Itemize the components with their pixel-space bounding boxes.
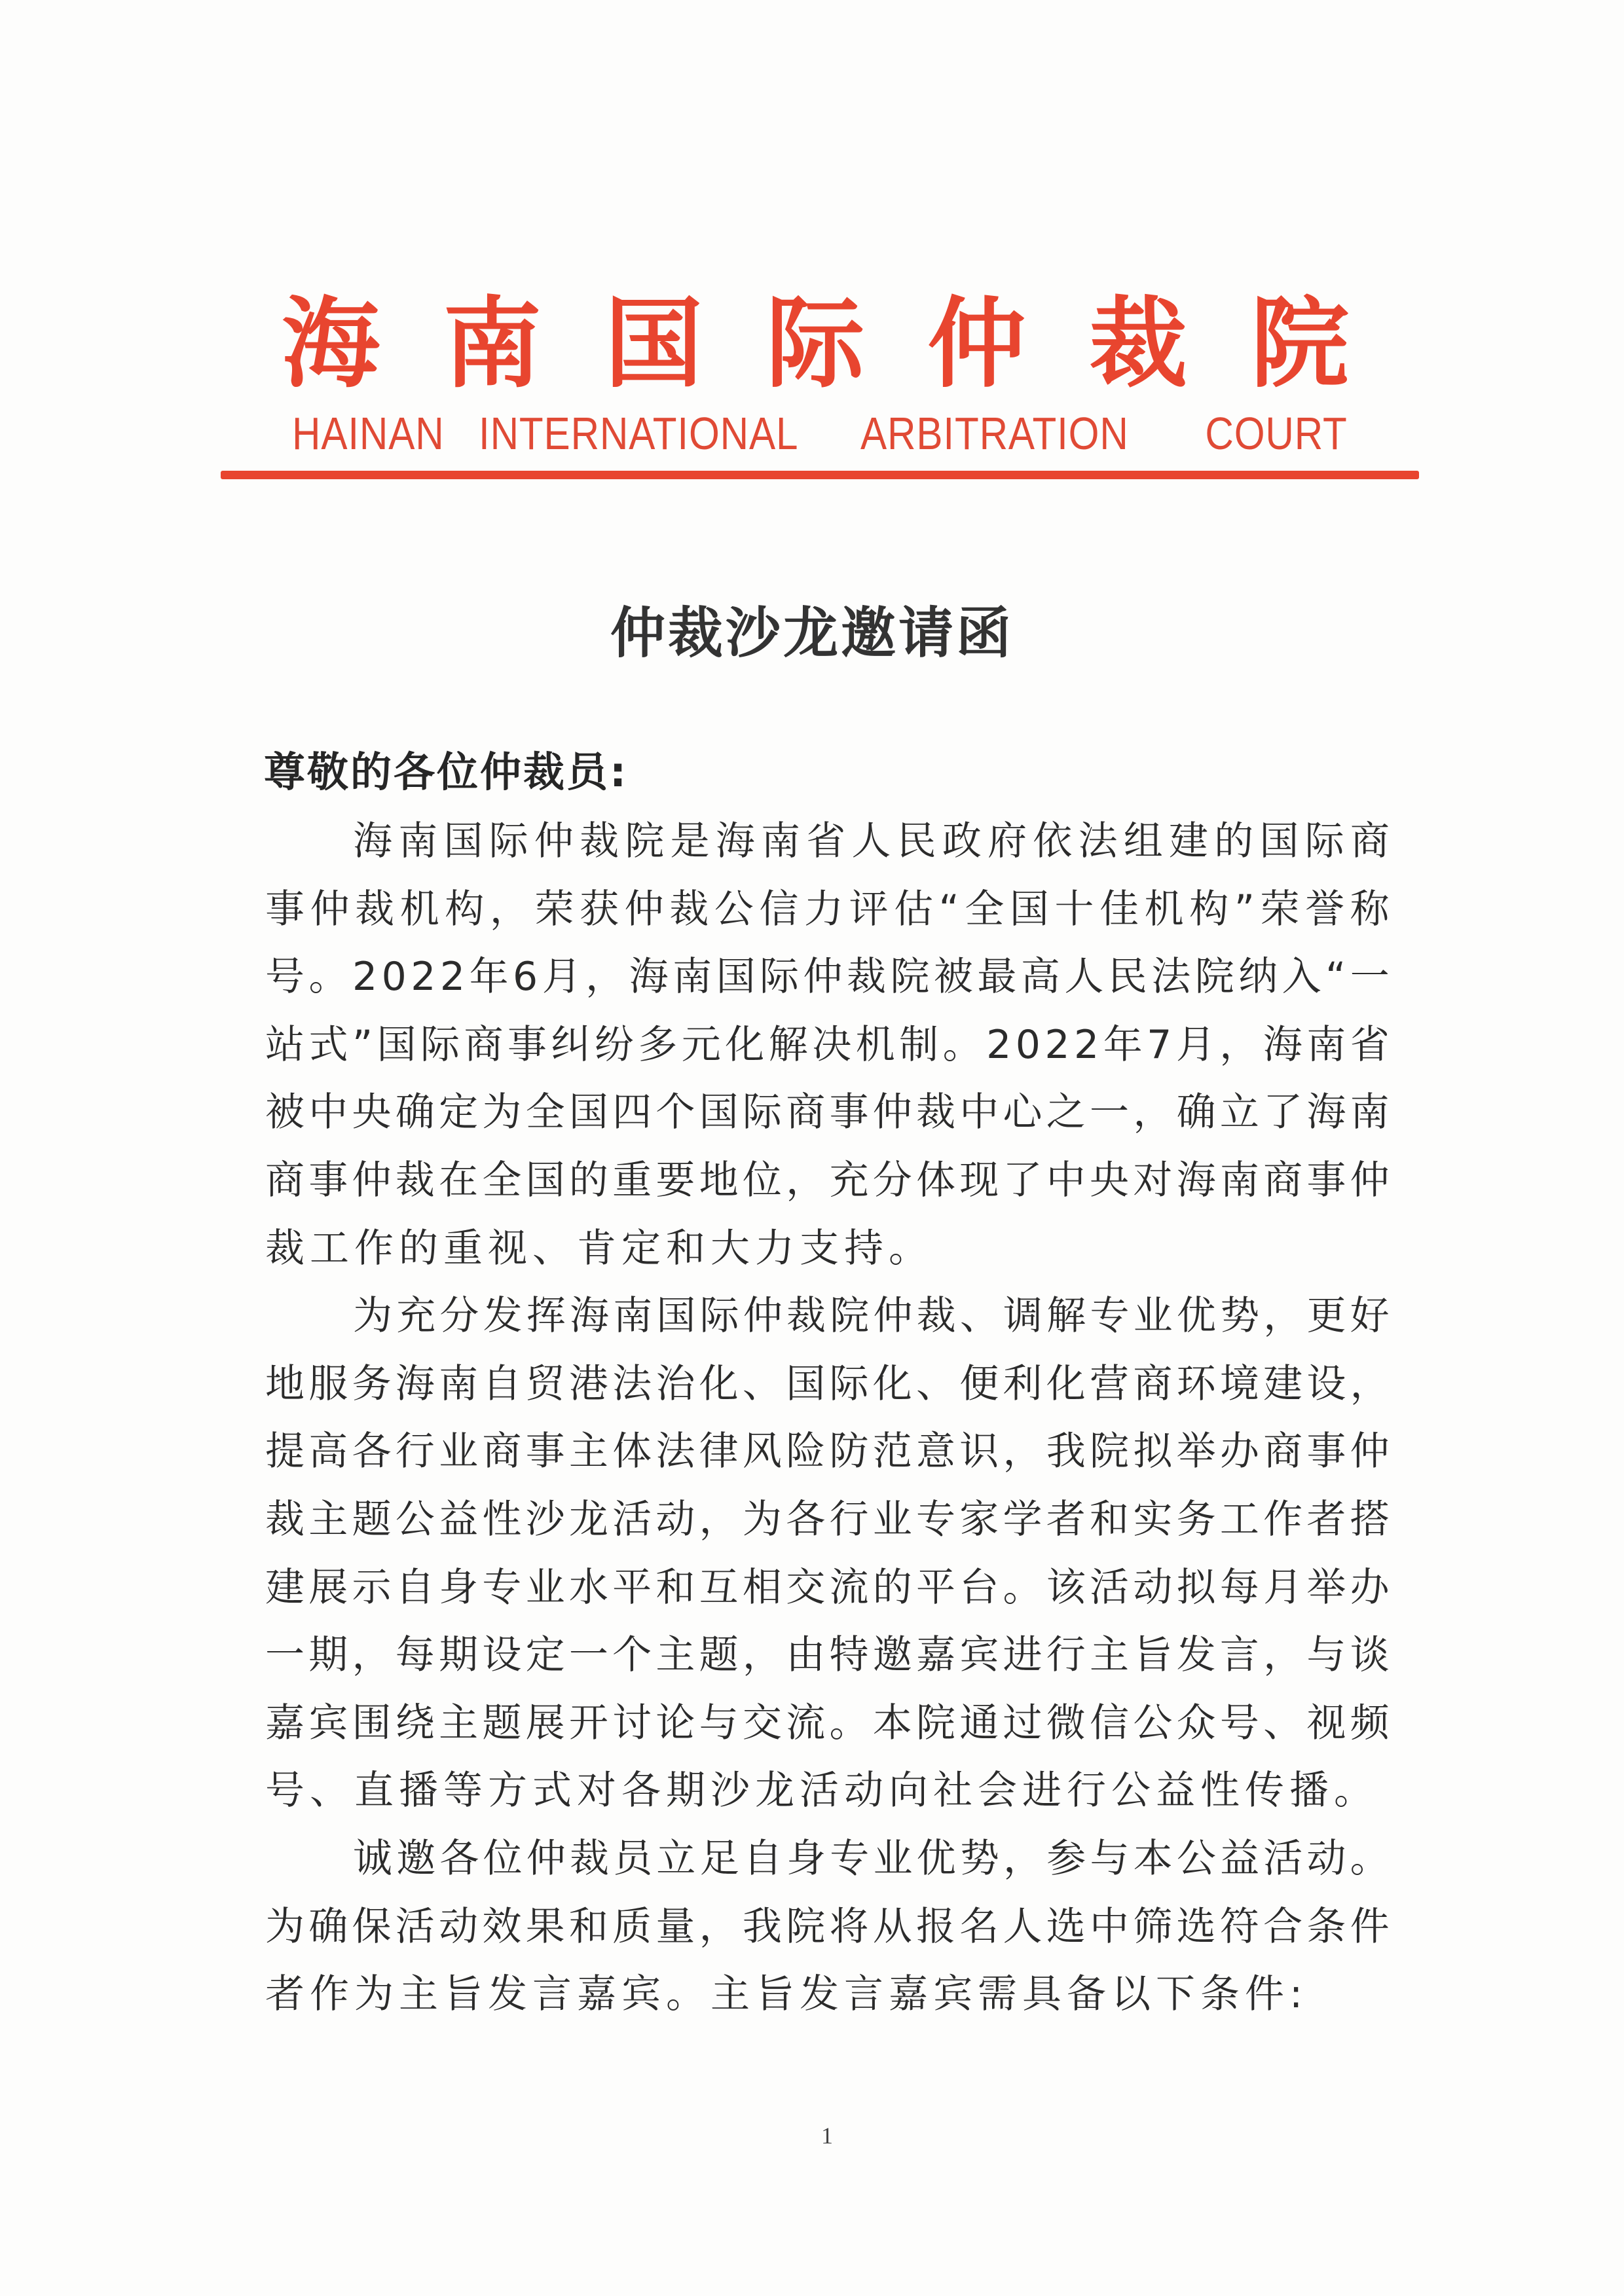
document-title: 仲裁沙龙邀请函 — [610, 601, 1014, 665]
text-line: 为 确 保 活 动 效 果 和 质 量 ， 我 院 将 从 报 名 人 选 中 筛 选 符 合 条 件 — [265, 1903, 1390, 1950]
text-line: 为 充 分 发 挥 海 南 国 际 仲 裁 院 仲 裁 、 调 解 专 业 优 势 ， 更 好 — [353, 1293, 1390, 1339]
paragraph-2 — [265, 1292, 1390, 1834]
text-line: 诚 邀 各 位 仲 裁 员 立 足 自 身 专 业 优 势 ， 参 与 本 公 益 活 动 。 — [353, 1835, 1390, 1882]
letterhead-char: 际 — [766, 286, 864, 401]
letterhead-word: HAINAN — [292, 408, 445, 459]
text-line: 海 南 国 际 仲 裁 院 是 海 南 省 人 民 政 府 依 法 组 建 的 国 际 商 — [353, 818, 1390, 864]
letterhead-char: 南 — [443, 286, 542, 401]
text-line: 者作为主旨发言嘉宾。主旨发言嘉宾需具备以下条件: — [265, 1971, 1308, 2018]
letterhead-chinese-name — [282, 288, 1349, 399]
text-line: 号、直播等方式对各期沙龙活动向社会进行公益性传播。 — [265, 1768, 1378, 1814]
letterhead-word: COURT — [1205, 408, 1348, 459]
letterhead-char: 裁 — [1089, 286, 1188, 401]
letterhead-char: 院 — [1250, 286, 1349, 401]
letterhead-english-name — [292, 407, 1348, 460]
text-line: 商 事 仲 裁 在 全 国 的 重 要 地 位 ， 充 分 体 现 了 中 央 对 海 南 商 事 仲 — [265, 1157, 1390, 1203]
document-body — [265, 817, 1390, 2038]
salutation: 尊敬的各位仲裁员: — [264, 748, 629, 796]
text-line: 站 式 ” 国 际 商 事 纠 纷 多 元 化 解 决 机 制 。 2 0 2 2 年 7 月 ， 海 南 省 — [265, 1021, 1390, 1068]
text-line: 一 期 ， 每 期 设 定 一 个 主 题 ， 由 特 邀 嘉 宾 进 行 主 旨 发 言 ， 与 谈 — [265, 1632, 1390, 1679]
text-line: 建 展 示 自 身 专 业 水 平 和 互 相 交 流 的 平 台 。 该 活 动 拟 每 月 举 办 — [265, 1564, 1390, 1611]
letterhead-char: 国 — [604, 286, 703, 401]
letterhead-divider — [221, 471, 1419, 479]
letterhead-word: ARBITRATION — [860, 408, 1129, 459]
text-line: 裁工作的重视、肯定和大力支持。 — [265, 1225, 933, 1271]
text-line: 嘉 宾 围 绕 主 题 展 开 讨 论 与 交 流 。 本 院 通 过 微 信 公 众 号 、 视 频 — [265, 1700, 1390, 1746]
text-line: 提 高 各 行 业 商 事 主 体 法 律 风 险 防 范 意 识 ， 我 院 拟 举 办 商 事 仲 — [265, 1429, 1390, 1475]
letterhead-word: INTERNATIONAL — [479, 408, 799, 459]
page-number: 1 — [821, 2123, 833, 2149]
letterhead-char: 仲 — [927, 286, 1026, 401]
letterhead-char: 海 — [282, 286, 380, 401]
text-line: 地 服 务 海 南 自 贸 港 法 治 化 、 国 际 化 、 便 利 化 营 商 环 境 建 设 ， — [265, 1360, 1390, 1407]
paragraph-1 — [265, 817, 1390, 1292]
text-line: 被 中 央 确 定 为 全 国 四 个 国 际 商 事 仲 裁 中 心 之 一 ， 确 立 了 海 南 — [265, 1089, 1390, 1136]
paragraph-3 — [265, 1834, 1390, 2038]
text-line: 事 仲 裁 机 构 ， 荣 获 仲 裁 公 信 力 评 估 “ 全 国 十 佳 机 构 ” 荣 誉 称 — [265, 886, 1390, 932]
text-line: 号 。 2 0 2 2 年 6 月 ， 海 南 国 际 仲 裁 院 被 最 高 人 民 法 院 纳 入 “ 一 — [265, 954, 1390, 1000]
text-line: 裁 主 题 公 益 性 沙 龙 活 动 ， 为 各 行 业 专 家 学 者 和 实 务 工 作 者 搭 — [265, 1496, 1390, 1542]
